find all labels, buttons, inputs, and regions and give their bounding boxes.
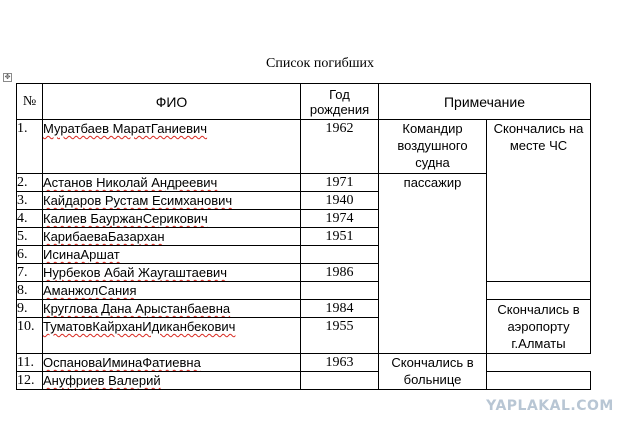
- row-birth-year: 1974: [301, 210, 379, 228]
- row-number: 2.: [17, 174, 43, 192]
- row-full-name: КарибаеваБазархан: [43, 228, 301, 246]
- header-birth-year: Год рождения: [301, 84, 379, 120]
- row-birth-year: 1963: [301, 354, 379, 372]
- row-birth-year: 1955: [301, 318, 379, 354]
- role-empty-cell: [487, 372, 591, 390]
- row-birth-year: [301, 282, 379, 300]
- row-full-name: Ануфриев Валерий: [43, 372, 301, 390]
- table-row: [17, 354, 591, 372]
- row-number: 10.: [17, 318, 43, 354]
- outcome-on-site-continued: [487, 282, 591, 300]
- table-row: [17, 120, 591, 174]
- row-full-name: ТуматовКайрханИдиканбекович: [43, 318, 301, 354]
- row-number: 6.: [17, 246, 43, 264]
- table-row: [17, 300, 591, 318]
- row-number: 5.: [17, 228, 43, 246]
- row-full-name: Кайдаров Рустам Есимханович: [43, 192, 301, 210]
- row-number: 3.: [17, 192, 43, 210]
- row-number: 1.: [17, 120, 43, 174]
- row-full-name: Калиев БауржанСерикович: [43, 210, 301, 228]
- outcome-on-site: Скончались на месте ЧС: [487, 120, 591, 282]
- row-birth-year: 1962: [301, 120, 379, 174]
- table-row: [17, 372, 591, 390]
- outcome-hospital: Скончались в больнице: [379, 354, 487, 390]
- row-number: 9.: [17, 300, 43, 318]
- role-commander: Командир воздушного судна: [379, 120, 487, 174]
- row-full-name: Астанов Николай Андреевич: [43, 174, 301, 192]
- header-full-name: ФИО: [43, 84, 301, 120]
- row-number: 7.: [17, 264, 43, 282]
- row-number: 8.: [17, 282, 43, 300]
- casualty-table: [16, 83, 591, 390]
- row-full-name: ИсинаАршат: [43, 246, 301, 264]
- row-full-name: Муратбаев МаратГаниевич: [43, 120, 301, 174]
- table-move-handle-icon[interactable]: ✥: [4, 73, 11, 81]
- row-number: 12.: [17, 372, 43, 390]
- row-full-name: ОспановаИминаФатиевна: [43, 354, 301, 372]
- row-full-name: Круглова Дана Арыстанбаевна: [43, 300, 301, 318]
- row-birth-year: 1971: [301, 174, 379, 192]
- row-birth-year: [301, 372, 379, 390]
- header-number: №: [17, 84, 43, 120]
- row-birth-year: 1986: [301, 264, 379, 282]
- watermark-text: YAPLAKAL.COM: [486, 398, 614, 414]
- row-birth-year: 1984: [301, 300, 379, 318]
- table-header-row: [17, 84, 591, 120]
- role-passenger: пассажир: [379, 174, 487, 354]
- outcome-airport: Скончались в аэропорту г.Алматы: [487, 300, 591, 354]
- table-row: [17, 282, 591, 300]
- row-birth-year: 1940: [301, 192, 379, 210]
- row-birth-year: 1951: [301, 228, 379, 246]
- row-birth-year: [301, 246, 379, 264]
- row-full-name: АманжолСания: [43, 282, 301, 300]
- header-note: Примечание: [379, 84, 591, 120]
- document-title: Список погибших: [266, 56, 374, 71]
- row-number: 4.: [17, 210, 43, 228]
- row-full-name: Нурбеков Абай Жаугаштаевич: [43, 264, 301, 282]
- row-number: 11.: [17, 354, 43, 372]
